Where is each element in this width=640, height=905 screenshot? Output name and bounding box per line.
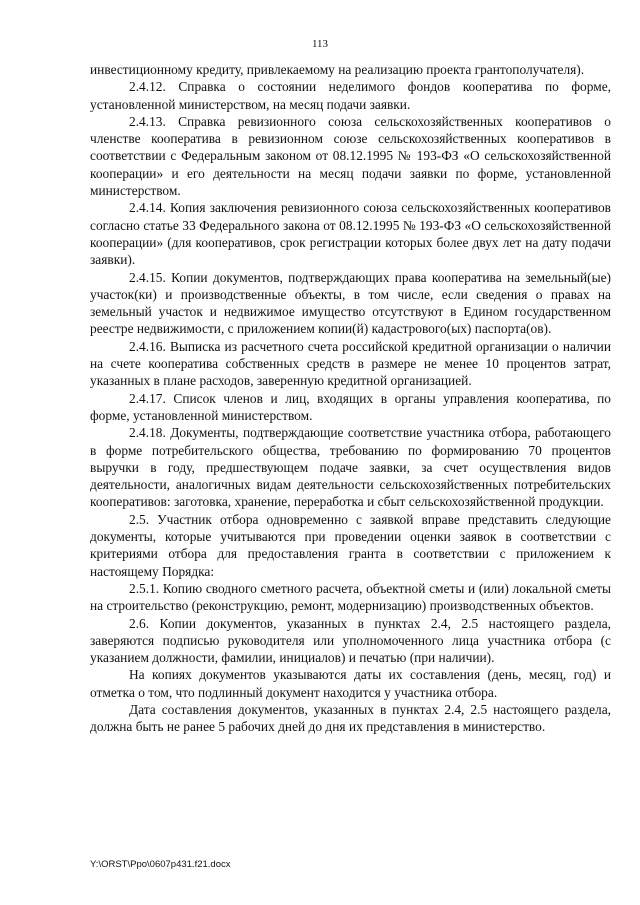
paragraph-2-4-16: 2.4.16. Выписка из расчетного счета российской кредитной организации о наличии на счете кооператива собственных средств в размере не менее 10 процентов затрат, указанных в плане расходов, заверенную кредитной организацией. [90, 338, 611, 389]
paragraph-2-4-14: 2.4.14. Копия заключения ревизионного союза сельскохозяйственных кооперативов согласно статье 33 Федерального закона от 08.12.1995 № 193-ФЗ «О сельскохозяйственной кооперации» (для кооперативов, срок регистрации которых более двух лет на дату подачи заявки). [90, 200, 611, 268]
paragraph-copies-dates: На копиях документов указываются даты их составления (день, месяц, год) и отметка о том, что подлинный документ находится у участника отбора. [90, 667, 611, 700]
paragraph-continuation: инвестиционному кредиту, привлекаемому на реализацию проекта грантополучателя). [90, 62, 585, 77]
footer-file-path: Y:\ORST\Ppo\0607p431.f21.docx [90, 859, 231, 870]
paragraph-2-4-15: 2.4.15. Копии документов, подтверждающих права кооператива на земельный(ые) участок(ки) и производственные объекты, в том числе, если сведения о правах на земельный участок и недвижимое имущество отсутствуют в Едином государственном реестре недвижимости, с приложением копии(й) кадастрового(ых) паспорта(ов). [90, 269, 611, 337]
paragraph-2-4-12: 2.4.12. Справка о состоянии неделимого фондов кооператива по форме, установленной министерством, на месяц подачи заявки. [90, 79, 611, 112]
paragraph-2-4-13: 2.4.13. Справка ревизионного союза сельскохозяйственных кооперативов о членстве кооператива в ревизионном союзе сельскохозяйственных кооперативов в соответствии с Федеральным законом от 08.12.1995 № 193-ФЗ «О сельскохозяйственной кооперации» и его деятельности на месяц подачи заявки по форме, установленной министерством. [90, 113, 611, 199]
paragraph-2-5: 2.5. Участник отбора одновременно с заявкой вправе представить следующие документы, которые учитываются при проведении оценки заявок в соответствии с критериями отбора для предоставления гранта в соответствии с приложением к настоящему Порядка: [90, 511, 611, 579]
paragraph-2-4-18: 2.4.18. Документы, подтверждающие соответствие участника отбора, работающего в форме потребительского общества, требованию по формированию 70 процентов выручки в году, предшествующем подаче заявки, за счет осуществления видов деятельности, аналогичных видам деятельности сельскохозяйственных потребительских кооперативов: заготовка, хранение, переработка и сбыт сельскохозяйственной продукции. [90, 425, 611, 510]
paragraph-document-date: Дата составления документов, указанных в пунктах 2.4, 2.5 настоящего раздела, должна быть не ранее 5 рабочих дней до дня их представления в министерство. [90, 701, 611, 735]
paragraph-2-4-17: 2.4.17. Список членов и лиц, входящих в органы управления кооператива, по форме, установленной министерством. [90, 390, 611, 423]
paragraph-2-5-1: 2.5.1. Копию сводного сметного расчета, объектной сметы и (или) локальной сметы на строительство (реконструкцию, ремонт, модернизацию) производственных объектов. [90, 580, 611, 614]
paragraph-2-6: 2.6. Копии документов, указанных в пунктах 2.4, 2.5 настоящего раздела, заверяются подписью руководителя или уполномоченного лица участника отбора (с указанием должности, фамилии, инициалов) и печатью (при наличии). [90, 615, 611, 666]
document-body [90, 61, 611, 736]
page-number: 113 [311, 38, 329, 50]
